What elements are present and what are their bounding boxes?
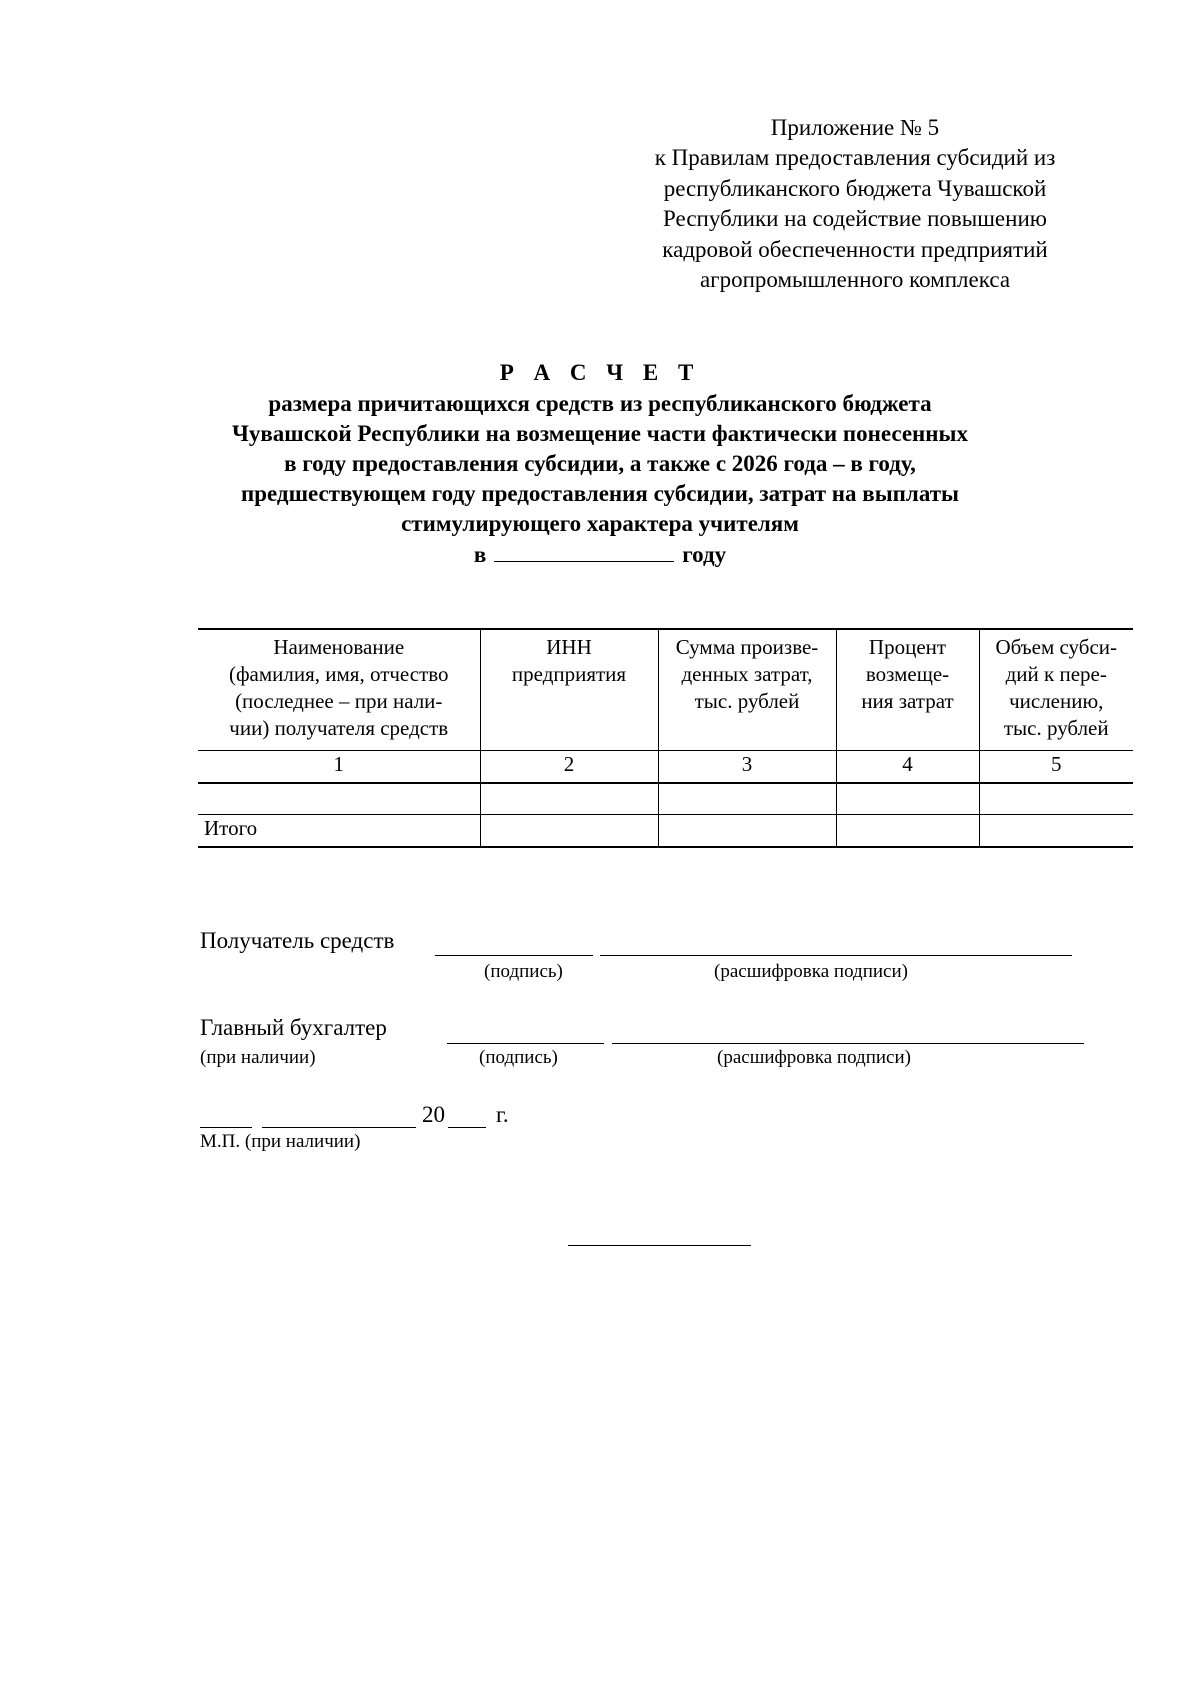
total-label: Итого xyxy=(198,815,480,848)
table-cell[interactable] xyxy=(480,783,658,815)
appendix-line: к Правилам предоставления субсидий из xyxy=(654,145,1056,171)
year-suffix: году xyxy=(682,542,727,567)
appendix-header xyxy=(620,113,1090,295)
closing-separator xyxy=(568,1245,751,1246)
document-title xyxy=(200,358,1000,570)
appendix-line: агропромышленного комплекса xyxy=(699,267,1011,293)
date-month-line[interactable] xyxy=(262,1127,416,1128)
title-line: предшествующем году предоставления субсидии, затрат на выплаты xyxy=(240,481,959,506)
table-row xyxy=(198,783,1133,815)
decoding-caption: (расшифровка подписи) xyxy=(714,961,908,982)
column-number: 4 xyxy=(836,751,979,784)
table-cell[interactable] xyxy=(658,783,836,815)
column-number: 3 xyxy=(658,751,836,784)
year-prefix: в xyxy=(473,542,487,567)
date-day-line[interactable] xyxy=(200,1127,252,1128)
table-cell[interactable] xyxy=(198,783,480,815)
signature-caption: (подпись) xyxy=(484,961,563,982)
column-number: 5 xyxy=(979,751,1133,784)
title-line: размера причитающихся средств из республиканского бюджета xyxy=(268,391,932,416)
appendix-line: республиканского бюджета Чувашской xyxy=(663,175,1047,201)
signature-caption: (подпись) xyxy=(479,1047,558,1068)
header-subsidy-volume: Объем субси- дий к пере- числению, тыс. рублей xyxy=(979,629,1133,751)
date-year-suffix: г. xyxy=(496,1102,509,1127)
calculation-table xyxy=(198,628,1133,848)
year-blank-field[interactable] xyxy=(494,539,674,562)
column-number: 2 xyxy=(480,751,658,784)
date-year-line[interactable] xyxy=(448,1127,486,1128)
table-header-row xyxy=(198,629,1133,751)
accountant-note: (при наличии) xyxy=(200,1047,316,1068)
title-line: Чувашской Республики на возмещение части фактически понесенных xyxy=(231,421,969,446)
column-number: 1 xyxy=(198,751,480,784)
title-line: стимулирующего характера учителям xyxy=(401,511,799,536)
recipient-label: Получатель средств xyxy=(200,928,395,953)
appendix-line: Приложение № 5 xyxy=(770,115,940,140)
header-recipient-name: Наименование (фамилия, имя, отчество (последнее – при нали- чии) получателя средств xyxy=(198,629,480,751)
table-cell[interactable] xyxy=(658,815,836,848)
title-line: в году предоставления субсидии, а также с 2026 года – в году, xyxy=(284,451,916,476)
table-cell[interactable] xyxy=(979,815,1133,848)
recipient-signature-line[interactable] xyxy=(435,955,593,956)
date-year-prefix: 20 xyxy=(422,1102,445,1127)
appendix-line: кадровой обеспеченности предприятий xyxy=(662,236,1048,262)
header-expense-sum: Сумма произве- денных затрат, тыс. рублей xyxy=(658,629,836,751)
header-inn: ИНН предприятия xyxy=(480,629,658,751)
accountant-decoding-line[interactable] xyxy=(612,1043,1084,1044)
appendix-line: Республики на содействие повышению xyxy=(663,206,1047,232)
table-cell[interactable] xyxy=(480,815,658,848)
title-main: Р А С Ч Е Т xyxy=(499,360,701,385)
header-reimbursement-percent: Процент возмеще- ния затрат xyxy=(836,629,979,751)
table-column-numbers-row xyxy=(198,751,1133,784)
decoding-caption: (расшифровка подписи) xyxy=(717,1047,911,1068)
table-cell[interactable] xyxy=(836,783,979,815)
recipient-decoding-line[interactable] xyxy=(600,955,1072,956)
title-year-line xyxy=(200,539,1000,570)
table-cell[interactable] xyxy=(979,783,1133,815)
table-total-row xyxy=(198,815,1133,848)
accountant-label: Главный бухгалтер xyxy=(200,1015,387,1040)
table-cell[interactable] xyxy=(836,815,979,848)
stamp-label: М.П. (при наличии) xyxy=(200,1131,361,1152)
accountant-signature-line[interactable] xyxy=(447,1043,604,1044)
